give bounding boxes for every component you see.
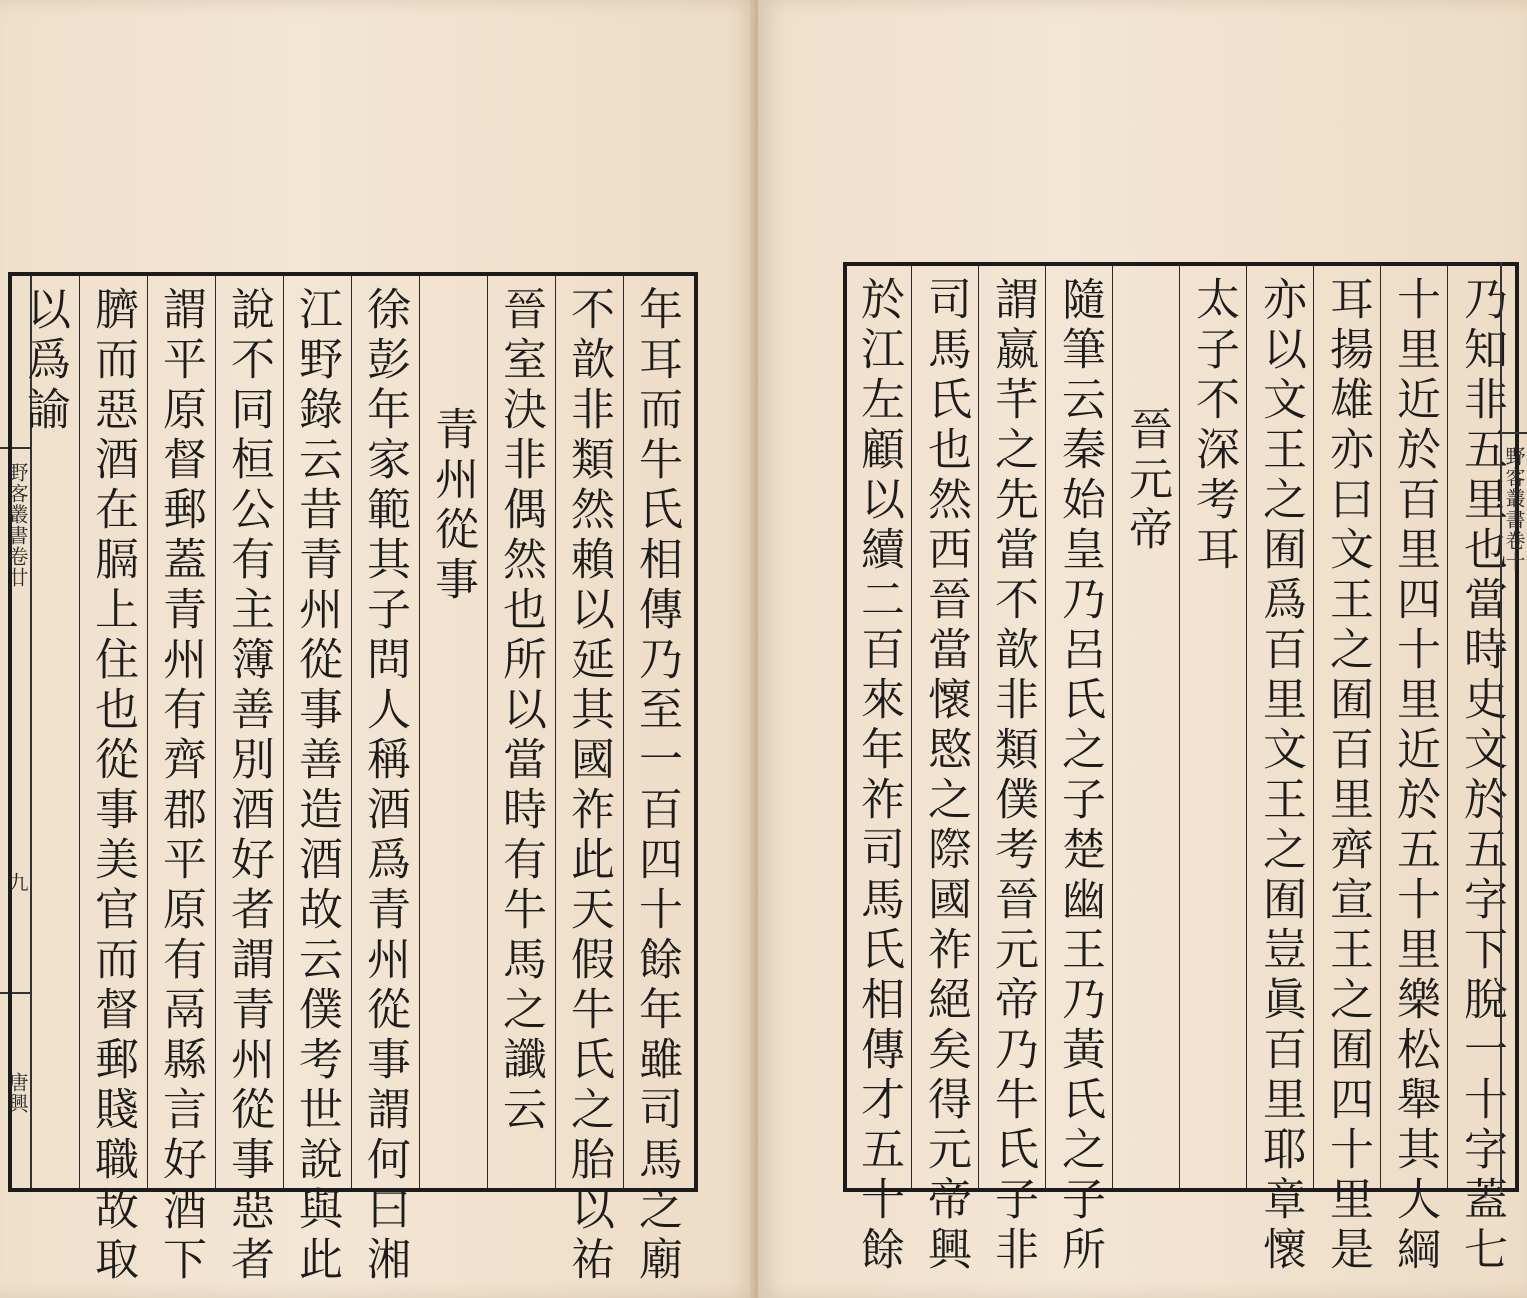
column-rule bbox=[1246, 266, 1247, 1188]
text-column: 亦以文王之囿爲百里文王之囿豈眞百里耶章懷 bbox=[1255, 276, 1306, 1276]
left-text-frame bbox=[8, 272, 698, 1286]
column-rule bbox=[1447, 266, 1448, 1188]
fish-tail-mark bbox=[1502, 432, 1527, 434]
left-page-number: 九 bbox=[5, 872, 29, 893]
column-rule bbox=[978, 266, 979, 1188]
text-column: 謂平原督郵蓋青州有齊郡平原有鬲縣言好酒下 bbox=[155, 286, 206, 1286]
text-column: 十里近於百里四十里近於五十里樂松舉其大綱 bbox=[1389, 276, 1440, 1276]
column-rule bbox=[351, 276, 352, 1188]
left-margin-title: 野客叢書卷廿 bbox=[5, 462, 29, 588]
section-heading: 青州從事 bbox=[427, 406, 478, 606]
text-column: 隨筆云秦始皇乃呂氏之子楚幽王乃黃氏之子所 bbox=[1054, 276, 1105, 1276]
text-column: 徐彭年家範其子問人稱酒爲青州從事謂何曰湘 bbox=[359, 286, 410, 1286]
text-column: 於江左顧以續二百來年祚司馬氏相傳才五十餘 bbox=[853, 276, 904, 1276]
column-rule bbox=[487, 276, 488, 1188]
column-rule bbox=[79, 276, 80, 1188]
text-column: 以爲諭 bbox=[19, 286, 70, 436]
section-heading: 晉元帝 bbox=[1121, 406, 1172, 556]
text-column: 江野錄云昔青州從事善造酒故云僕考世說與此 bbox=[291, 286, 342, 1286]
column-rule bbox=[1112, 266, 1113, 1188]
column-rule bbox=[215, 276, 216, 1188]
text-column: 晉室決非偶然也所以當時有牛馬之讖云 bbox=[495, 286, 546, 1136]
right-block-heart bbox=[1500, 262, 1527, 1192]
column-rule bbox=[555, 276, 556, 1188]
text-column: 不歆非類然賴以延其國祚此天假牛氏之胎以祐 bbox=[563, 286, 614, 1286]
text-column: 司馬氏也然西晉當懷愍之際國祚絕矣得元帝興 bbox=[920, 276, 971, 1276]
column-rule bbox=[147, 276, 148, 1188]
left-page bbox=[0, 0, 758, 1298]
column-rule bbox=[283, 276, 284, 1188]
text-column: 說不同桓公有主簿善別酒好者謂青州從事惡者 bbox=[223, 286, 274, 1286]
column-rule bbox=[1179, 266, 1180, 1188]
column-rule bbox=[1380, 266, 1381, 1188]
column-rule bbox=[419, 276, 420, 1188]
column-rule bbox=[623, 276, 624, 1188]
column-rule bbox=[911, 266, 912, 1188]
text-column: 年耳而牛氏相傳乃至一百四十餘年雖司馬之廟 bbox=[631, 286, 682, 1286]
right-text-frame bbox=[843, 262, 1519, 1276]
text-column: 太子不深考耳 bbox=[1188, 276, 1239, 576]
left-carver-name: 唐興 bbox=[5, 1072, 29, 1114]
text-column: 謂嬴芊之先當不歆非類僕考晉元帝乃牛氏子非 bbox=[987, 276, 1038, 1276]
text-column: 臍而惡酒在膈上住也從事美官而督郵賤職故取 bbox=[87, 286, 138, 1286]
column-rule bbox=[1045, 266, 1046, 1188]
column-rule bbox=[1313, 266, 1314, 1188]
text-column: 乃知非五里也當時史文於五字下脫一十字蓋七 bbox=[1456, 276, 1507, 1276]
right-margin-title: 野客叢書卷十 bbox=[1502, 446, 1526, 572]
text-column: 耳揚雄亦曰文王之囿百里齊宣王之囿四十里是 bbox=[1322, 276, 1373, 1276]
